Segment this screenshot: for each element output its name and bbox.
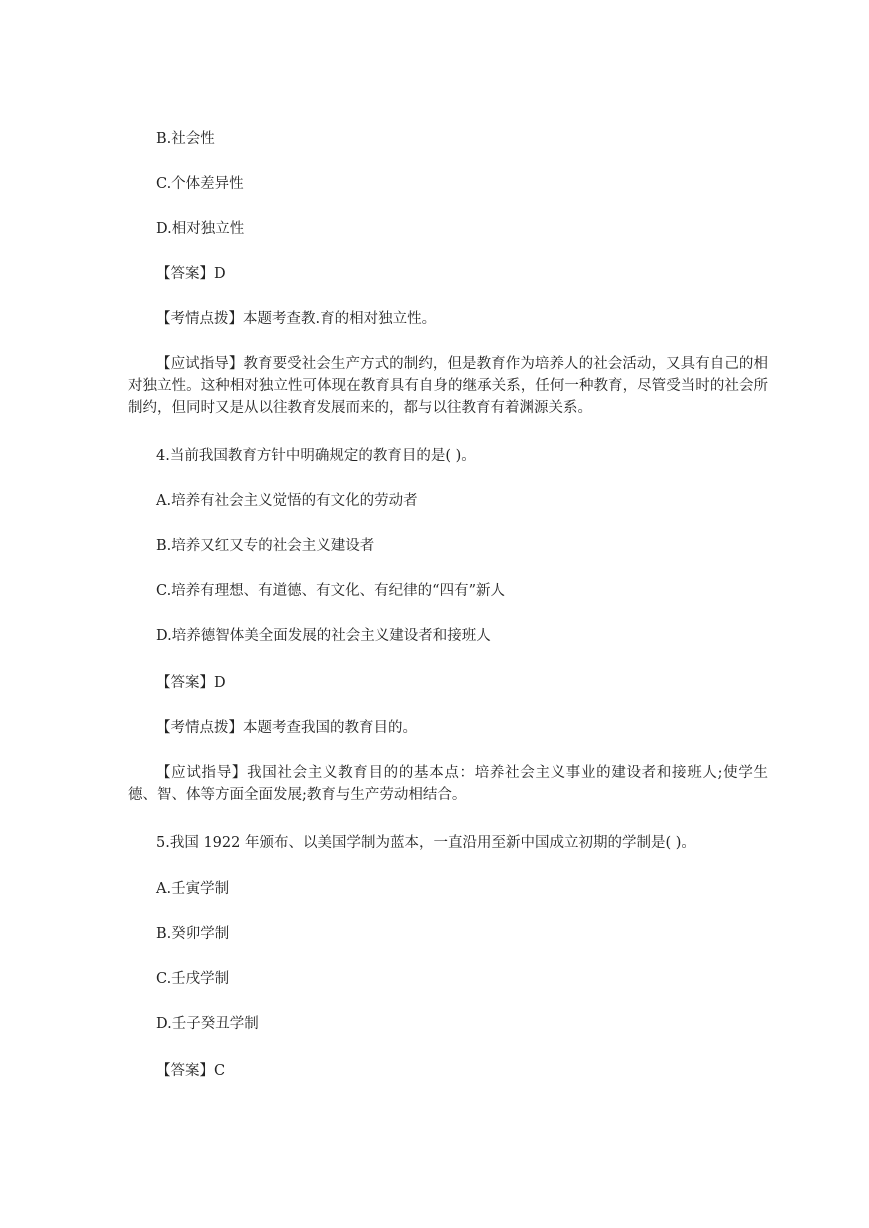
q5-option-a: A.壬寅学制 [156,881,230,897]
q4-option-c: C.培养有理想、有道德、有文化、有纪律的“四有”新人 [156,583,506,599]
q4-option-b: B.培养又红又专的社会主义建设者 [156,538,375,554]
q3-answer: 【答案】D [156,266,226,282]
q4-option-a: A.培养有社会主义觉悟的有文化的劳动者 [156,493,418,509]
q4-guide: 【应试指导】我国社会主义教育目的的基本点：培养社会主义事业的建设者和接班人;使学生德、智、体等方面全面发展;教育与生产劳动相结合。 [128,765,768,803]
q3-guide: 【应试指导】教育要受社会生产方式的制约，但是教育作为培养人的社会活动，又具有自己的相对独立性。这种相对独立性可体现在教育具有自身的继承关系，任何一种教育，尽管受当时的社会所制约，但同时又是从以往教育发展而来的，都与以往教育有着渊源关系。 [128,356,768,416]
q3-option-c: C.个体差异性 [156,176,244,192]
q5-option-c: C.壬戌学制 [156,971,230,987]
q4-answer: 【答案】D [156,675,226,691]
q4-stem: 4.当前我国教育方针中明确规定的教育目的是( )。 [156,448,476,464]
q4-exam-point: 【考情点拨】本题考查我国的教育目的。 [156,720,417,736]
q5-option-d: D.壬子癸丑学制 [156,1016,259,1032]
q3-option-d: D.相对独立性 [156,221,245,237]
q5-option-b: B.癸卯学制 [156,926,230,942]
q3-option-b: B.社会性 [156,131,215,147]
q5-answer: 【答案】C [156,1063,226,1079]
q5-stem: 5.我国 1922 年颁布、以美国学制为蓝本，一直沿用至新中国成立初期的学制是( )。 [156,835,696,851]
q4-option-d: D.培养德智体美全面发展的社会主义建设者和接班人 [156,628,491,644]
q3-exam-point: 【考情点拨】本题考查教.育的相对独立性。 [156,311,437,327]
